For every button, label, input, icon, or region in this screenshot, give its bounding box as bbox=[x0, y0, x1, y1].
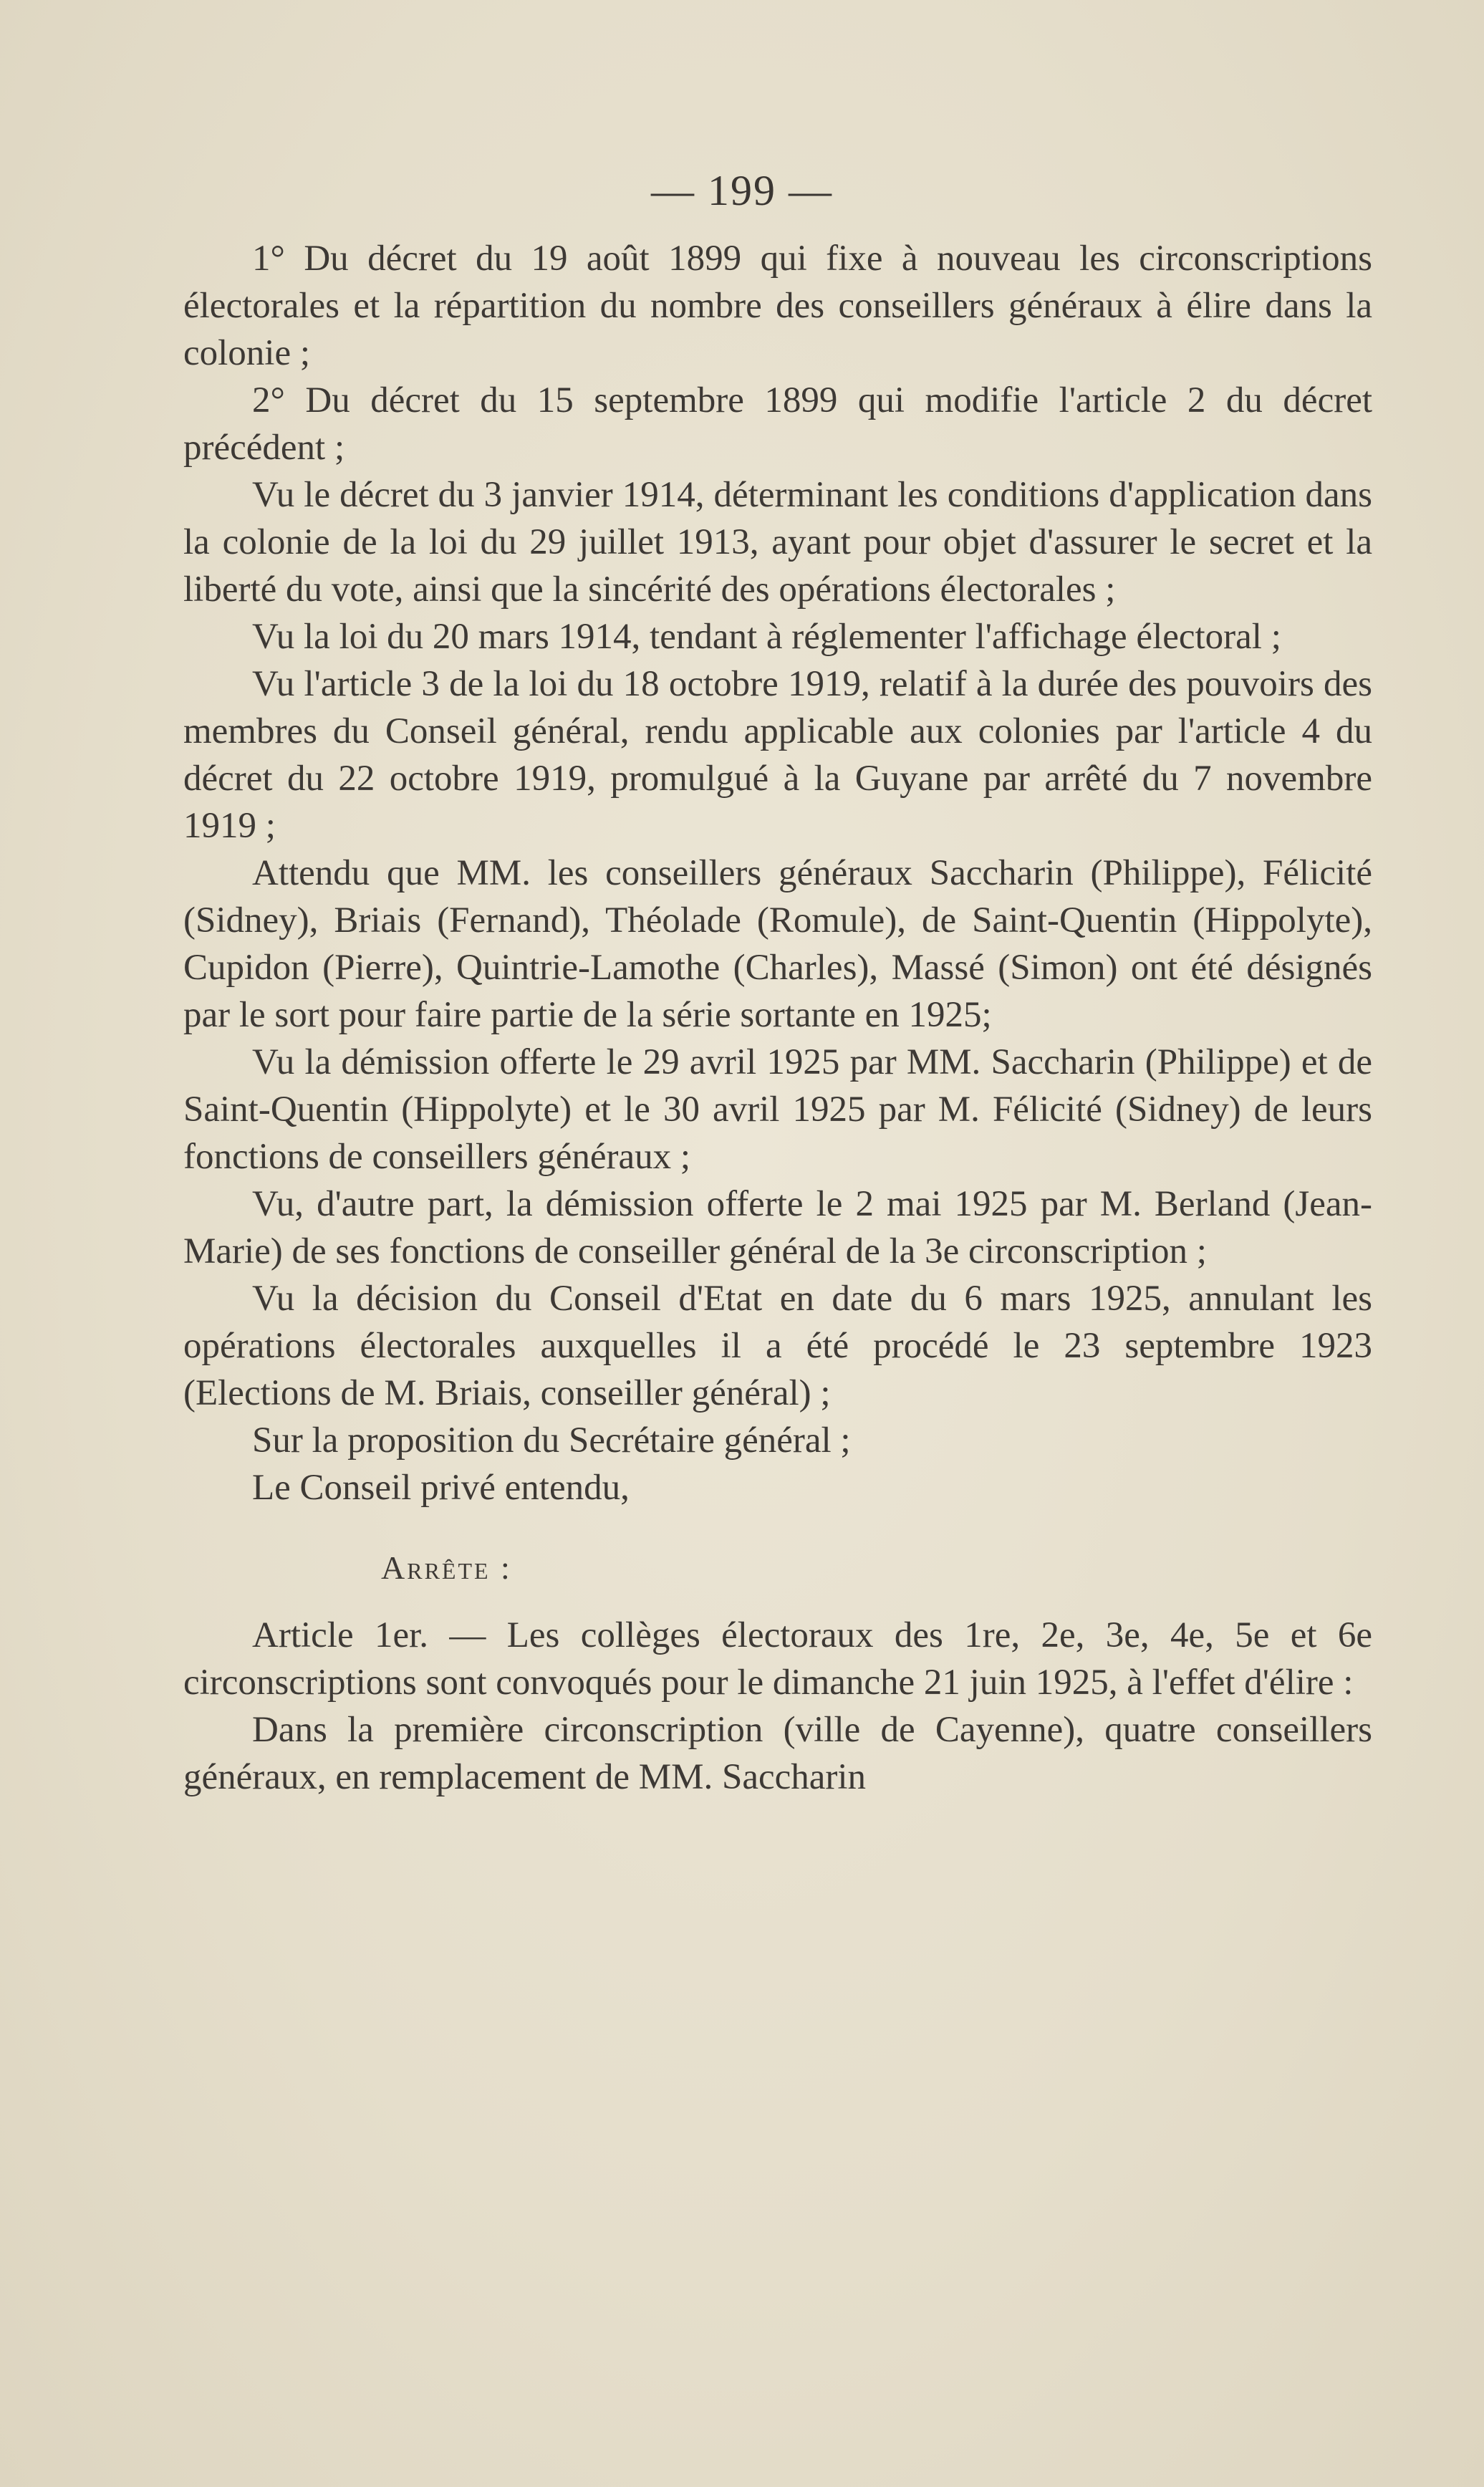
paragraph-first-circonscription: Dans la première circonscription (ville de Cayenne), quatre conseillers généraux, en remplacement de MM. Saccharin bbox=[183, 1710, 1372, 1797]
paragraph-proposition: Sur la proposition du Secrétaire général ; bbox=[252, 1420, 851, 1461]
paragraph-resignation-may: Vu, d'autre part, la démission offerte le 2 mai 1925 par M. Berland (Jean-Marie) de ses fonctions de conseiller général de la 3e circonscription ; bbox=[183, 1184, 1372, 1271]
paragraph-article-1: Article 1er. — Les collèges électoraux des 1re, 2e, 3e, 4e, 5e et 6e circonscriptions sont convoqués pour le dimanche 21 juin 1925, à l'effet d'élire : bbox=[183, 1615, 1372, 1703]
paragraph-law-1914: Vu la loi du 20 mars 1914, tendant à réglementer l'affichage électoral ; bbox=[252, 617, 1281, 657]
paragraph-conseil-etat: Vu la décision du Conseil d'Etat en date du 6 mars 1925, annulant les opérations électorales auxquelles il a été procédé le 23 septembre 1923 (Elections de M. Briais, conseiller général) ; bbox=[183, 1279, 1372, 1413]
paragraph-decree-1899-september: 2° Du décret du 15 septembre 1899 qui modifie l'article 2 du décret précédent ; bbox=[183, 380, 1372, 468]
paragraph-attendu: Attendu que MM. les conseillers généraux Saccharin (Philippe), Félicité (Sidney), Briais (Fernand), Théolade (Romule), de Saint-Quentin (Hippolyte), Cupidon (Pierre), Quintrie-Lamothe (Charles), Massé (Simon) ont été désignés par le sort pour faire partie de la série sortante en 1925; bbox=[183, 853, 1372, 1035]
paragraph-decree-1914: Vu le décret du 3 janvier 1914, déterminant les conditions d'application dans la colonie de la loi du 29 juillet 1913, ayant pour objet d'assurer le secret et la liberté du vote, ainsi que la sincérité des opérations électorales ; bbox=[183, 475, 1372, 610]
paragraph-conseil-prive: Le Conseil privé entendu, bbox=[252, 1468, 630, 1508]
arrete-heading: Arrête : bbox=[381, 1549, 512, 1586]
page-number: — 199 — bbox=[651, 167, 833, 214]
paragraph-decree-1899-august: 1° Du décret du 19 août 1899 qui fixe à nouveau les circonscriptions électorales et la répartition du nombre des conseillers généraux à élire dans la colonie ; bbox=[183, 239, 1372, 373]
paragraph-law-1919: Vu l'article 3 de la loi du 18 octobre 1919, relatif à la durée des pouvoirs des membres du Conseil général, rendu applicable aux colonies par l'article 4 du décret du 22 octobre 1919, promulgué à la Guyane par arrêté du 7 novembre 1919 ; bbox=[183, 664, 1372, 846]
paragraph-resignation-april: Vu la démission offerte le 29 avril 1925 par MM. Saccharin (Philippe) et de Saint-Quentin (Hippolyte) et le 30 avril 1925 par M. Félicité (Sidney) de leurs fonctions de conseillers généraux ; bbox=[183, 1042, 1372, 1177]
body-text bbox=[183, 235, 1372, 1801]
